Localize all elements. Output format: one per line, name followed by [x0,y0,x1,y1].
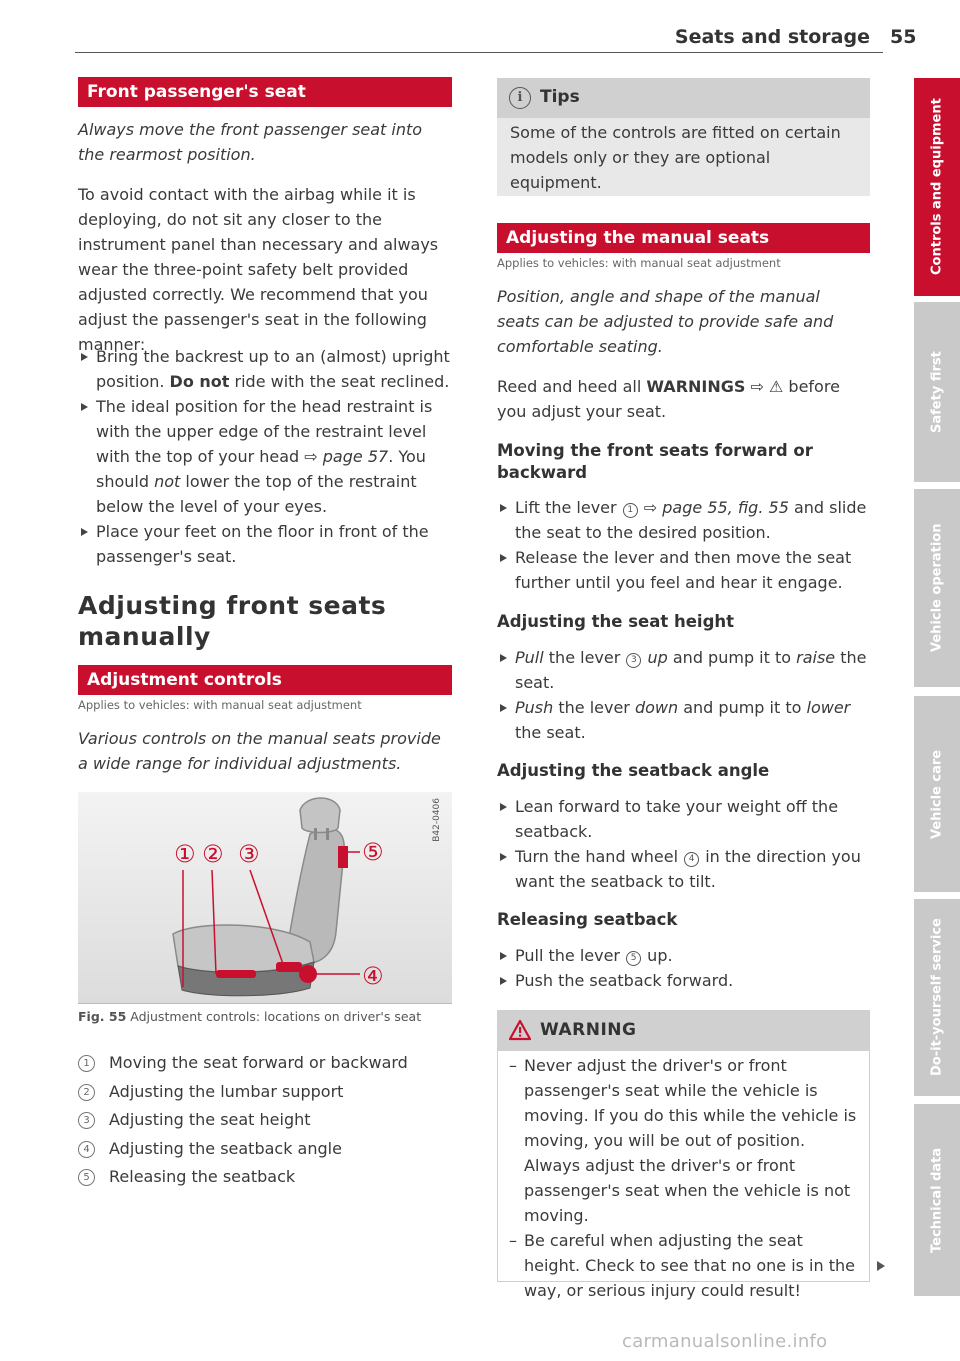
legend-item: 2 Adjusting the lumbar support [78,1078,408,1107]
list-item: Push the seatback forward. [497,968,870,993]
forward-backward-title: Moving the front seats forward or backward [497,441,813,482]
seat-height-title: Adjusting the seat height [497,612,735,631]
manual-seats-heading-text: Adjusting the manual seats [506,228,770,248]
warning-title: WARNING [540,1020,637,1040]
tips-text: Some of the controls are fitted on certain models only or they are optional equipment. [510,123,841,192]
running-header: Seats and storage [674,26,870,48]
releasing-seatback-steps [497,943,870,993]
figure-caption-text: Adjustment controls: locations on driver's seat [130,1009,422,1024]
list-item: Bring the backrest up to an (almost) upright position. Do not ride with the seat reclined. [78,344,454,394]
side-tab-do-it-yourself[interactable] [914,899,960,1096]
page-number: 55 [890,26,917,48]
list-item: Lift the lever 1 ⇨ page 55, fig. 55 and slide the seat to the desired position. [497,495,870,545]
list-item: The ideal position for the head restraint is with the upper edge of the restraint level with the top of your head ⇨ page 57. You should not lower the top of the restraint below the level of your eyes. [78,394,454,519]
front-passenger-body: To avoid contact with the airbag while it is deploying, do not sit any closer to the instrument panel than necessary and always wear the three-point safety belt provided adjusted correctly. We recommend that you adjust the passenger's seat in the following manner: [78,185,439,354]
headrest-shape [300,798,340,833]
applies-to-note: Applies to vehicles: with manual seat adjustment [78,698,362,712]
figure-code: B42-0406 [432,798,442,842]
headrest-post [326,828,329,840]
list-item: Pull the lever 3 up and pump it to raise the seat. [497,645,870,695]
side-tab-controls-equipment[interactable] [914,78,960,296]
releasing-seatback-title: Releasing seatback [497,910,678,929]
list-item: Pull the lever 5 up. [497,943,870,968]
side-tab-label: Controls and equipment [929,98,945,276]
header-rule [75,52,883,53]
info-icon: i [509,87,531,109]
warning-triangle-icon [508,1019,532,1041]
list-item: Place your feet on the floor in front of the passenger's seat. [78,519,454,569]
side-tab-vehicle-care[interactable] [914,696,960,892]
side-tab-label: Technical data [929,1147,945,1253]
callout-3: ③ [238,840,260,868]
side-tab-label: Do-it-yourself service [929,918,945,1077]
legend-item: 1 Moving the seat forward or backward [78,1049,408,1078]
warning-header [498,1011,869,1051]
seat-illustration [78,792,452,1003]
continue-arrow-icon [876,1260,886,1272]
legend-item: 3 Adjusting the seat height [78,1106,408,1135]
manual-seats-intro: Position, angle and shape of the manual seats can be adjusted to provide safe and comfortable seating. [497,287,834,356]
manual-seats-heading [497,223,870,253]
list-item: Release the lever and then move the seat further until you feel and hear it engage. [497,545,870,595]
callout-5: ⑤ [362,838,384,866]
warnings-notice: Reed and heed all WARNINGS ⇨ ⚠ before you adjust your seat. [497,377,840,421]
headrest-post [314,828,317,840]
adjustment-controls-heading-text: Adjustment controls [87,670,282,690]
seat-figure [78,792,452,1004]
front-passenger-steps [78,344,454,569]
figure-caption [78,1009,452,1024]
list-item: – Be careful when adjusting the seat height. Check to see that no one is in the way, or serious injury could result! [508,1228,860,1303]
callout-2: ② [202,840,224,868]
front-passenger-heading [78,77,452,107]
front-passenger-heading-text: Front passenger's seat [87,82,306,102]
seatback-angle-steps [497,794,870,894]
applies-to-note: Applies to vehicles: with manual seat adjustment [497,256,781,270]
hand-wheel-mark [299,965,317,983]
watermark: carmanualsonline.info [622,1331,828,1352]
tips-title: Tips [540,87,580,107]
front-passenger-intro: Always move the front passenger seat into the rearmost position. [78,120,423,164]
page-reference-link[interactable]: ⇨ page 57 [304,447,389,466]
height-lever-mark [276,962,302,972]
seatback-angle-title: Adjusting the seatback angle [497,761,770,780]
list-item: Turn the hand wheel 4 in the direction you want the seatback to tilt. [497,844,870,894]
forward-backward-steps [497,495,870,595]
warning-list [508,1053,860,1303]
side-tab-label: Vehicle care [929,749,945,839]
callout-1: ① [174,840,196,868]
side-tab-label: Safety first [929,351,945,433]
forward-lever-mark [216,970,256,978]
adjustment-controls-heading [78,665,452,695]
legend-item: 5 Releasing the seatback [78,1163,408,1192]
side-tab-safety-first[interactable] [914,302,960,482]
warning-box [497,1010,870,1300]
chapter-heading: Adjusting front seats manually [78,591,387,651]
list-item: Push the lever down and pump it to lower the seat. [497,695,870,745]
callout-4: ④ [362,962,384,990]
side-tab-label: Vehicle operation [929,523,945,653]
warning-reference-link[interactable]: ⇨ ⚠ [745,377,784,396]
figure-legend [78,1049,408,1192]
side-tab-technical-data[interactable] [914,1104,960,1296]
list-item: – Never adjust the driver's or front passenger's seat while the vehicle is moving. If you do this while the vehicle is moving, you will be out of position. Always adjust the driver's or front passenger's seat when the vehicle is not moving. [508,1053,860,1228]
legend-item: 4 Adjusting the seatback angle [78,1135,408,1164]
release-lever-mark [338,846,348,868]
tips-header [497,78,870,118]
list-item: Lean forward to take your weight off the seatback. [497,794,870,844]
seat-height-steps [497,645,870,745]
figure-label: Fig. 55 [78,1009,127,1024]
adjustment-intro: Various controls on the manual seats provide a wide range for individual adjustments. [78,729,441,773]
tips-box [497,78,870,196]
figure-reference-link[interactable]: ⇨ page 55, fig. 55 [638,498,789,517]
side-tab-vehicle-operation[interactable] [914,489,960,687]
